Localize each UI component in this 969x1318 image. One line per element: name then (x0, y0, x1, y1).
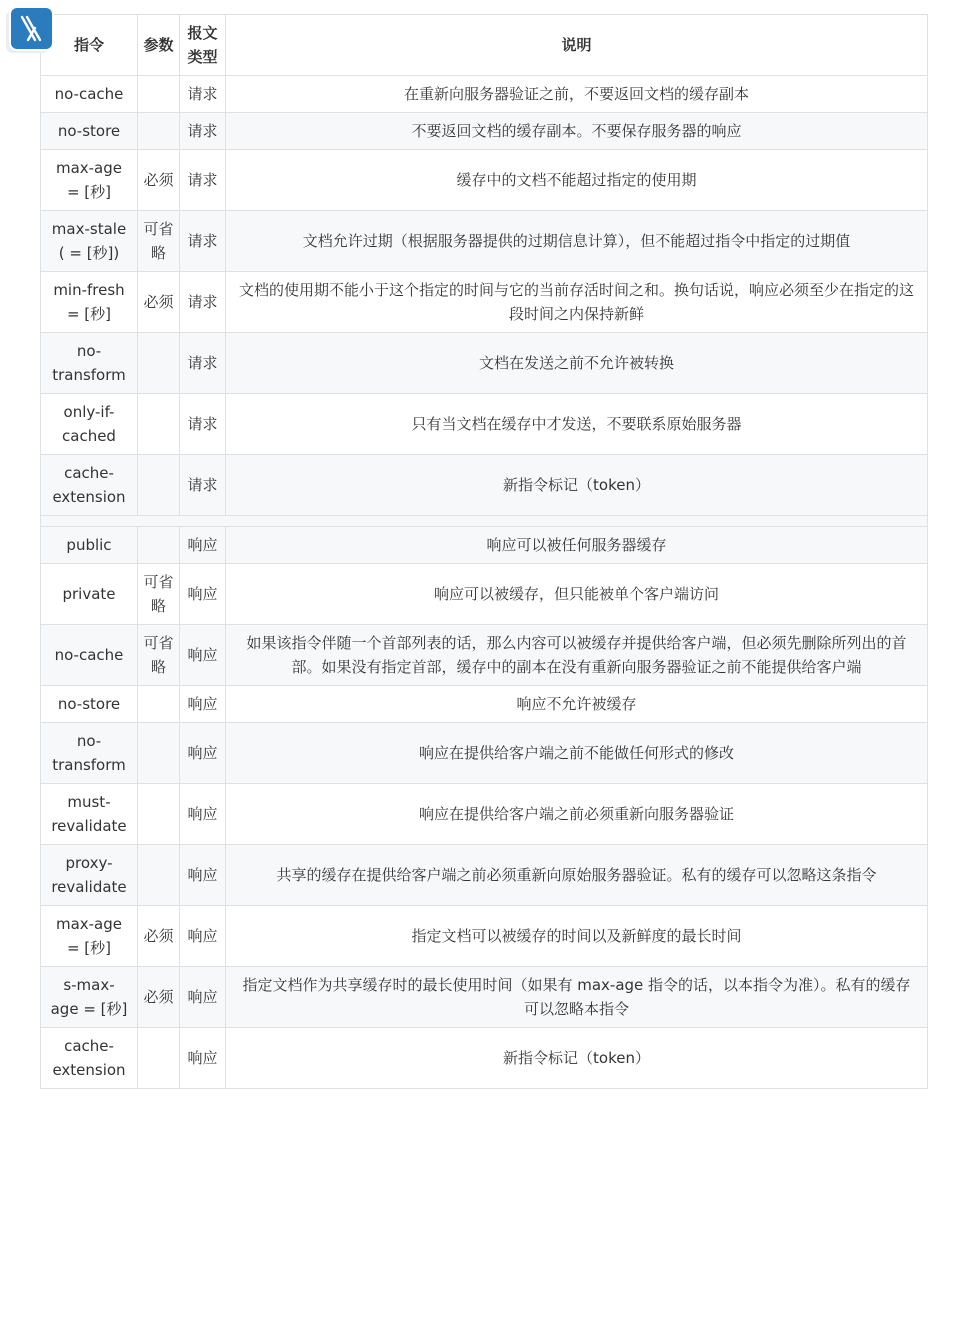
description-cell: 文档在发送之前不允许被转换 (226, 333, 928, 394)
param-cell: 可省略 (138, 625, 180, 686)
param-cell (138, 76, 180, 113)
description-cell: 指定文档可以被缓存的时间以及新鲜度的最长时间 (226, 906, 928, 967)
description-cell: 响应可以被缓存，但只能被单个客户端访问 (226, 564, 928, 625)
type-cell: 请求 (180, 333, 226, 394)
table-row (41, 272, 928, 333)
header-param: 参数 (138, 15, 180, 76)
param-cell (138, 455, 180, 516)
param-cell (138, 394, 180, 455)
directive-cell: min-fresh = [秒] (41, 272, 138, 333)
type-cell: 响应 (180, 564, 226, 625)
table-row (41, 527, 928, 564)
table-row (41, 906, 928, 967)
type-cell: 请求 (180, 113, 226, 150)
table-row (41, 967, 928, 1028)
description-cell: 共享的缓存在提供给客户端之前必须重新向原始服务器验证。私有的缓存可以忽略这条指令 (226, 845, 928, 906)
description-cell: 文档的使用期不能小于这个指定的时间与它的当前存活时间之和。换句话说，响应必须至少在指定的这段时间之内保持新鲜 (226, 272, 928, 333)
param-cell (138, 113, 180, 150)
description-cell: 响应在提供给客户端之前必须重新向服务器验证 (226, 784, 928, 845)
param-cell (138, 723, 180, 784)
type-cell: 请求 (180, 394, 226, 455)
table-row (41, 76, 928, 113)
description-cell: 缓存中的文档不能超过指定的使用期 (226, 150, 928, 211)
directive-cell: no-transform (41, 723, 138, 784)
param-cell (138, 686, 180, 723)
description-cell: 新指令标记（token） (226, 1028, 928, 1089)
table-row (41, 1028, 928, 1089)
directive-cell: only-if-cached (41, 394, 138, 455)
table-row (41, 723, 928, 784)
table-row (41, 394, 928, 455)
type-cell: 响应 (180, 723, 226, 784)
param-cell: 可省略 (138, 211, 180, 272)
param-cell (138, 784, 180, 845)
description-cell: 响应在提供给客户端之前不能做任何形式的修改 (226, 723, 928, 784)
directive-cell: no-cache (41, 625, 138, 686)
type-cell: 响应 (180, 906, 226, 967)
type-cell: 响应 (180, 1028, 226, 1089)
param-cell: 必须 (138, 150, 180, 211)
directive-cell: max-stale ( = [秒]) (41, 211, 138, 272)
table-row (41, 150, 928, 211)
param-cell (138, 333, 180, 394)
description-cell: 响应可以被任何服务器缓存 (226, 527, 928, 564)
description-cell: 文档允许过期（根据服务器提供的过期信息计算），但不能超过指令中指定的过期值 (226, 211, 928, 272)
description-cell: 新指令标记（token） (226, 455, 928, 516)
table-row (41, 113, 928, 150)
type-cell: 响应 (180, 784, 226, 845)
param-cell (138, 845, 180, 906)
description-cell: 如果该指令伴随一个首部列表的话，那么内容可以被缓存并提供给客户端，但必须先删除所列出的首部。如果没有指定首部，缓存中的副本在没有重新向服务器验证之前不能提供给客户端 (226, 625, 928, 686)
directive-cell: max-age = [秒] (41, 150, 138, 211)
table-header-row (41, 15, 928, 76)
separator-cell (41, 516, 928, 527)
type-cell: 响应 (180, 967, 226, 1028)
table-row (41, 784, 928, 845)
cache-control-directives-table (40, 14, 928, 1089)
table-row (41, 686, 928, 723)
directive-cell: no-store (41, 686, 138, 723)
directive-cell: must-revalidate (41, 784, 138, 845)
param-cell (138, 527, 180, 564)
param-cell: 必须 (138, 967, 180, 1028)
header-type: 报文类型 (180, 15, 226, 76)
description-cell: 响应不允许被缓存 (226, 686, 928, 723)
table-body (41, 76, 928, 1089)
param-cell: 必须 (138, 906, 180, 967)
type-cell: 响应 (180, 625, 226, 686)
table-row (41, 564, 928, 625)
directive-cell: no-cache (41, 76, 138, 113)
directive-cell: no-store (41, 113, 138, 150)
description-cell: 指定文档作为共享缓存时的最长使用时间（如果有 max-age 指令的话，以本指令为准）。私有的缓存可以忽略本指令 (226, 967, 928, 1028)
description-cell: 在重新向服务器验证之前，不要返回文档的缓存副本 (226, 76, 928, 113)
directive-cell: max-age = [秒] (41, 906, 138, 967)
directive-cell: private (41, 564, 138, 625)
description-cell: 不要返回文档的缓存副本。不要保存服务器的响应 (226, 113, 928, 150)
type-cell: 响应 (180, 845, 226, 906)
table-row (41, 333, 928, 394)
directive-cell: public (41, 527, 138, 564)
type-cell: 响应 (180, 527, 226, 564)
table-row (41, 211, 928, 272)
type-cell: 请求 (180, 150, 226, 211)
section-separator-row (41, 516, 928, 527)
type-cell: 请求 (180, 272, 226, 333)
table-row (41, 455, 928, 516)
directive-cell: cache-extension (41, 1028, 138, 1089)
type-cell: 请求 (180, 455, 226, 516)
param-cell: 可省略 (138, 564, 180, 625)
header-description: 说明 (226, 15, 928, 76)
table-row (41, 625, 928, 686)
type-cell: 响应 (180, 686, 226, 723)
directive-cell: s-max-age = [秒] (41, 967, 138, 1028)
directive-cell: proxy-revalidate (41, 845, 138, 906)
type-cell: 请求 (180, 76, 226, 113)
directive-cell: no-transform (41, 333, 138, 394)
stacked-lambda-logo-icon (11, 8, 52, 49)
param-cell (138, 1028, 180, 1089)
type-cell: 请求 (180, 211, 226, 272)
param-cell: 必须 (138, 272, 180, 333)
header-directive: 指令 (41, 15, 138, 76)
directive-cell: cache-extension (41, 455, 138, 516)
app-logo (11, 8, 52, 49)
table-row (41, 845, 928, 906)
description-cell: 只有当文档在缓存中才发送，不要联系原始服务器 (226, 394, 928, 455)
